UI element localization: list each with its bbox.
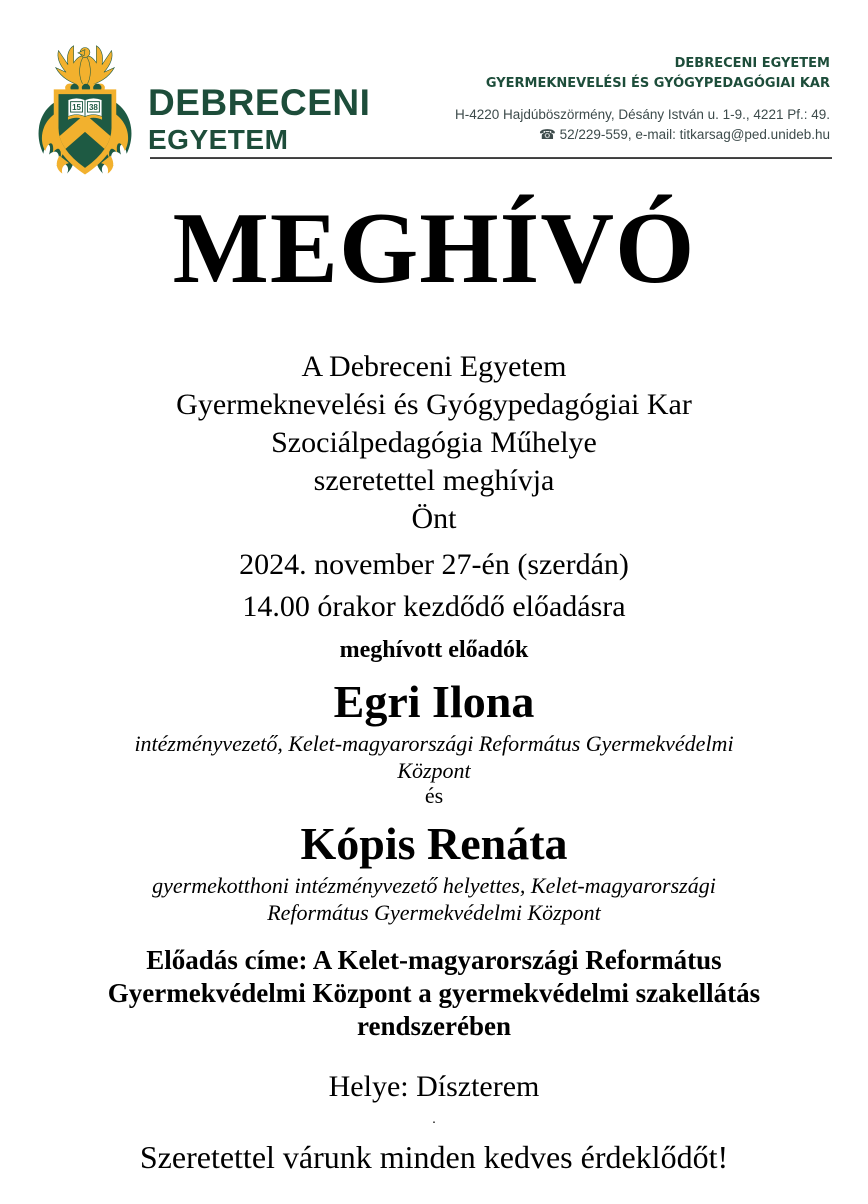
university-crest-logo bbox=[28, 42, 142, 184]
intro-line-3: Szociálpedagógia Műhelye bbox=[271, 426, 597, 459]
phone-email-line bbox=[455, 125, 830, 145]
org-name-line2: GYERMEKNEVELÉSI ÉS GYÓGYPEDAGÓGIAI KAR bbox=[485, 76, 830, 91]
intro-line-1: A Debreceni Egyetem bbox=[301, 350, 567, 383]
event-datetime bbox=[0, 544, 868, 628]
wordmark-line1: DEBRECENI bbox=[148, 82, 371, 123]
event-location: Helye: Díszterem bbox=[328, 1070, 540, 1103]
event-date: 2024. november 27-én (szerdán) bbox=[239, 548, 629, 581]
separator-dot: . bbox=[432, 1112, 436, 1127]
intro-line-2: Gyermeknevelési és Gyógypedagógiai Kar bbox=[176, 388, 692, 421]
wordmark-line2: EGYETEM bbox=[148, 124, 289, 155]
coat-of-arms-icon bbox=[28, 42, 142, 184]
header-divider-line bbox=[150, 157, 832, 159]
intro-paragraph bbox=[0, 348, 868, 538]
lecture-title: Előadás címe: A Kelet-magyarországi Református Gyermekvédelmi Központ a gyermekvédelmi szakellátás rendszerében bbox=[107, 945, 761, 1041]
phone-icon: ☎ bbox=[539, 127, 556, 142]
intro-line-5: Önt bbox=[411, 502, 457, 535]
speakers-label: meghívott előadók bbox=[339, 637, 529, 663]
event-time: 14.00 órakor kezdődő előadásra bbox=[242, 590, 626, 623]
university-wordmark bbox=[148, 84, 370, 154]
invitation-title: MEGHÍVÓ bbox=[172, 192, 696, 305]
org-name-line1: DEBRECENI EGYETEM bbox=[674, 56, 830, 71]
book-year-right: 38 bbox=[88, 103, 98, 113]
speaker2-name: Kópis Renáta bbox=[300, 818, 568, 869]
faculty-contact-block bbox=[455, 54, 830, 145]
speaker1-name: Egri Ilona bbox=[333, 676, 535, 727]
closing-line: Szeretettel várunk minden kedves érdeklődőt! bbox=[139, 1139, 729, 1175]
speaker2-role: gyermekotthoni intézményvezető helyettes, Kelet-magyarországi Református Gyermekvédelmi Központ bbox=[152, 873, 716, 925]
intro-line-4: szeretettel meghívja bbox=[313, 464, 555, 497]
speaker1-role: intézményvezető, Kelet-magyarországi Református Gyermekvédelmi Központ bbox=[134, 731, 734, 783]
conjunction-text: és bbox=[424, 783, 444, 808]
book-year-left: 15 bbox=[72, 103, 82, 113]
postal-address: H-4220 Hajdúböszörmény, Désány István u. 1-9., 4221 Pf.: 49. bbox=[455, 107, 830, 122]
phone-email-text: 52/229-559, e-mail: titkarsag@ped.unideb.hu bbox=[555, 127, 830, 142]
